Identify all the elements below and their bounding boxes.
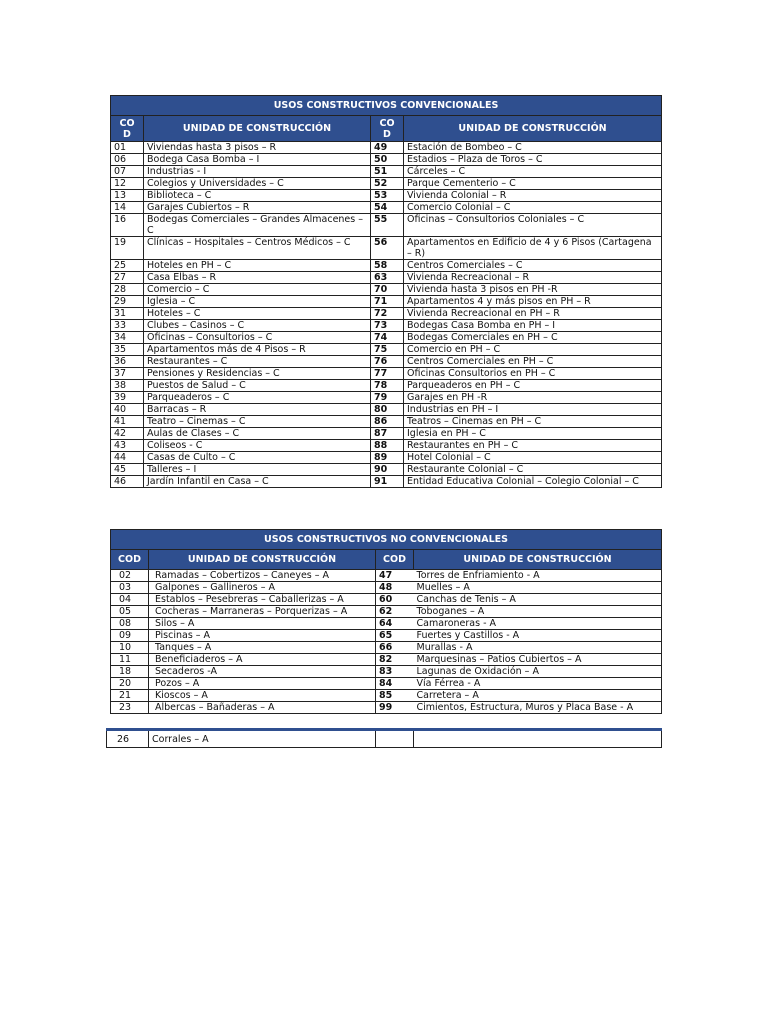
unit-cell: Canchas de Tenis – A	[414, 594, 662, 606]
code-cell: 83	[376, 666, 414, 678]
unit-cell: Apartamentos más de 4 Pisos – R	[144, 344, 371, 356]
unit-cell: Carretera – A	[414, 690, 662, 702]
table-row	[111, 666, 662, 678]
code-cell: 19	[111, 237, 144, 260]
code-cell: 78	[371, 380, 404, 392]
table-row	[107, 730, 662, 748]
unit-cell: Biblioteca – C	[144, 190, 371, 202]
code-cell: 12	[111, 178, 144, 190]
code-cell: 52	[371, 178, 404, 190]
table-row	[111, 308, 662, 320]
unit-cell: Estadios – Plaza de Toros – C	[404, 154, 662, 166]
table-row	[111, 678, 662, 690]
unit-cell: Clubes – Casinos – C	[144, 320, 371, 332]
unit-cell: Teatros – Cinemas en PH – C	[404, 416, 662, 428]
table-row	[111, 582, 662, 594]
unit-cell: Teatro – Cinemas – C	[144, 416, 371, 428]
table-row	[111, 380, 662, 392]
code-cell: 23	[111, 702, 149, 714]
code-cell: 26	[107, 730, 149, 748]
code-cell: 77	[371, 368, 404, 380]
unit-cell: Oficinas Consultorios en PH – C	[404, 368, 662, 380]
unit-cell: Colegios y Universidades – C	[144, 178, 371, 190]
col-header-cod: COD	[111, 550, 149, 570]
table-row	[111, 594, 662, 606]
unit-cell: Parqueaderos en PH – C	[404, 380, 662, 392]
table-row	[111, 618, 662, 630]
col-header-unidad: UNIDAD DE CONSTRUCCIÓN	[414, 550, 662, 570]
code-cell: 39	[111, 392, 144, 404]
table-row	[111, 392, 662, 404]
unit-cell: Tanques – A	[149, 642, 376, 654]
code-cell: 01	[111, 142, 144, 154]
code-cell: 76	[371, 356, 404, 368]
unit-cell: Centros Comerciales en PH – C	[404, 356, 662, 368]
table-row	[111, 332, 662, 344]
unit-cell: Talleres – I	[144, 464, 371, 476]
code-cell: 58	[371, 260, 404, 272]
table-row	[111, 404, 662, 416]
code-cell: 05	[111, 606, 149, 618]
table-row	[111, 368, 662, 380]
unit-cell: Casa Elbas – R	[144, 272, 371, 284]
unit-cell: Parque Cementerio – C	[404, 178, 662, 190]
col-header-cod: COD	[376, 550, 414, 570]
unit-cell	[414, 730, 662, 748]
code-cell: 44	[111, 452, 144, 464]
code-cell: 18	[111, 666, 149, 678]
code-cell: 35	[111, 344, 144, 356]
table-row	[111, 260, 662, 272]
code-cell: 03	[111, 582, 149, 594]
table-row	[111, 166, 662, 178]
table-row	[111, 190, 662, 202]
table-row	[111, 284, 662, 296]
code-cell: 72	[371, 308, 404, 320]
code-cell: 50	[371, 154, 404, 166]
unit-cell: Vivienda Colonial – R	[404, 190, 662, 202]
code-cell: 10	[111, 642, 149, 654]
code-cell: 11	[111, 654, 149, 666]
table-row	[111, 178, 662, 190]
unit-cell: Iglesia en PH – C	[404, 428, 662, 440]
unit-cell: Establos – Pesebreras – Caballerizas – A	[149, 594, 376, 606]
col-header-cod: CO D	[371, 116, 404, 142]
code-cell: 73	[371, 320, 404, 332]
code-cell: 13	[111, 190, 144, 202]
code-cell: 90	[371, 464, 404, 476]
unit-cell: Apartamentos 4 y más pisos en PH – R	[404, 296, 662, 308]
code-cell: 47	[376, 570, 414, 582]
continuation-table	[106, 728, 662, 748]
code-cell: 29	[111, 296, 144, 308]
unit-cell: Pensiones y Residencias – C	[144, 368, 371, 380]
code-cell: 66	[376, 642, 414, 654]
code-cell: 86	[371, 416, 404, 428]
unit-cell: Vivienda Recreacional en PH – R	[404, 308, 662, 320]
code-cell: 04	[111, 594, 149, 606]
table-row	[111, 476, 662, 488]
code-cell: 06	[111, 154, 144, 166]
table-row	[111, 428, 662, 440]
table-row	[111, 570, 662, 582]
table-row	[111, 702, 662, 714]
table-row	[111, 142, 662, 154]
unit-cell: Comercio en PH – C	[404, 344, 662, 356]
unit-cell: Coliseos - C	[144, 440, 371, 452]
code-cell: 07	[111, 166, 144, 178]
table-row	[111, 452, 662, 464]
unit-cell: Vivienda Recreacional – R	[404, 272, 662, 284]
unit-cell: Lagunas de Oxidación – A	[414, 666, 662, 678]
code-cell: 36	[111, 356, 144, 368]
code-cell: 63	[371, 272, 404, 284]
unit-cell: Vivienda hasta 3 pisos en PH -R	[404, 284, 662, 296]
col-header-unidad: UNIDAD DE CONSTRUCCIÓN	[404, 116, 662, 142]
code-cell: 65	[376, 630, 414, 642]
code-cell: 60	[376, 594, 414, 606]
unit-cell: Oficinas – Consultorios Coloniales – C	[404, 214, 662, 237]
table-row	[111, 440, 662, 452]
unit-cell: Garajes en PH -R	[404, 392, 662, 404]
unit-cell: Bodegas Casa Bomba en PH – I	[404, 320, 662, 332]
code-cell: 40	[111, 404, 144, 416]
code-cell: 64	[376, 618, 414, 630]
code-cell: 02	[111, 570, 149, 582]
code-cell: 51	[371, 166, 404, 178]
unit-cell: Cárceles – C	[404, 166, 662, 178]
table-row	[111, 320, 662, 332]
code-cell: 38	[111, 380, 144, 392]
code-cell: 37	[111, 368, 144, 380]
table-row	[111, 296, 662, 308]
unit-cell: Albercas – Bañaderas – A	[149, 702, 376, 714]
code-cell: 21	[111, 690, 149, 702]
code-cell: 70	[371, 284, 404, 296]
code-cell: 25	[111, 260, 144, 272]
code-cell: 34	[111, 332, 144, 344]
unit-cell: Iglesia – C	[144, 296, 371, 308]
table-body	[111, 142, 662, 488]
non-conventional-uses-table	[110, 529, 662, 714]
code-cell: 20	[111, 678, 149, 690]
unit-cell: Jardín Infantil en Casa – C	[144, 476, 371, 488]
unit-cell: Corrales – A	[149, 730, 376, 748]
unit-cell: Hoteles en PH – C	[144, 260, 371, 272]
unit-cell: Torres de Enfriamiento - A	[414, 570, 662, 582]
table-row	[111, 237, 662, 260]
code-cell: 85	[376, 690, 414, 702]
table-row	[111, 214, 662, 237]
code-cell: 43	[111, 440, 144, 452]
code-cell: 91	[371, 476, 404, 488]
unit-cell: Piscinas – A	[149, 630, 376, 642]
code-cell: 89	[371, 452, 404, 464]
table-row	[111, 606, 662, 618]
unit-cell: Centros Comerciales – C	[404, 260, 662, 272]
code-cell: 84	[376, 678, 414, 690]
conventional-uses-table	[110, 95, 662, 488]
unit-cell: Casas de Culto – C	[144, 452, 371, 464]
code-cell: 55	[371, 214, 404, 237]
unit-cell: Entidad Educativa Colonial – Colegio Colonial – C	[404, 476, 662, 488]
code-cell: 74	[371, 332, 404, 344]
unit-cell: Restaurantes en PH – C	[404, 440, 662, 452]
table-row	[111, 654, 662, 666]
unit-cell: Industrias en PH – I	[404, 404, 662, 416]
table-row	[111, 272, 662, 284]
table-row	[111, 344, 662, 356]
unit-cell: Cocheras – Marraneras – Porquerizas – A	[149, 606, 376, 618]
code-cell: 31	[111, 308, 144, 320]
table-body	[111, 570, 662, 714]
unit-cell: Bodegas Comerciales – Grandes Almacenes – C	[144, 214, 371, 237]
unit-cell: Fuertes y Castillos - A	[414, 630, 662, 642]
table-row	[111, 464, 662, 476]
table-row	[111, 690, 662, 702]
unit-cell: Toboganes – A	[414, 606, 662, 618]
unit-cell: Cimientos, Estructura, Muros y Placa Base - A	[414, 702, 662, 714]
unit-cell: Restaurante Colonial – C	[404, 464, 662, 476]
code-cell: 42	[111, 428, 144, 440]
code-cell: 62	[376, 606, 414, 618]
unit-cell: Restaurantes – C	[144, 356, 371, 368]
code-cell: 56	[371, 237, 404, 260]
code-cell: 14	[111, 202, 144, 214]
unit-cell: Hotel Colonial – C	[404, 452, 662, 464]
code-cell: 33	[111, 320, 144, 332]
code-cell: 99	[376, 702, 414, 714]
unit-cell: Bodegas Comerciales en PH – C	[404, 332, 662, 344]
unit-cell: Marquesinas – Patios Cubiertos – A	[414, 654, 662, 666]
col-header-unidad: UNIDAD DE CONSTRUCCIÓN	[149, 550, 376, 570]
col-header-cod: CO D	[111, 116, 144, 142]
unit-cell: Garajes Cubiertos – R	[144, 202, 371, 214]
unit-cell: Ramadas – Cobertizos – Caneyes – A	[149, 570, 376, 582]
code-cell: 79	[371, 392, 404, 404]
code-cell	[376, 730, 414, 748]
unit-cell: Comercio Colonial – C	[404, 202, 662, 214]
code-cell: 88	[371, 440, 404, 452]
code-cell: 46	[111, 476, 144, 488]
unit-cell: Kioscos – A	[149, 690, 376, 702]
code-cell: 48	[376, 582, 414, 594]
table-row	[111, 356, 662, 368]
unit-cell: Estación de Bombeo – C	[404, 142, 662, 154]
unit-cell: Galpones – Gallineros – A	[149, 582, 376, 594]
unit-cell: Aulas de Clases – C	[144, 428, 371, 440]
unit-cell: Silos – A	[149, 618, 376, 630]
code-cell: 87	[371, 428, 404, 440]
code-cell: 09	[111, 630, 149, 642]
unit-cell: Murallas - A	[414, 642, 662, 654]
table-title: USOS CONSTRUCTIVOS NO CONVENCIONALES	[111, 530, 662, 550]
table-row	[111, 154, 662, 166]
code-cell: 27	[111, 272, 144, 284]
unit-cell: Comercio – C	[144, 284, 371, 296]
unit-cell: Puestos de Salud – C	[144, 380, 371, 392]
unit-cell: Vía Férrea - A	[414, 678, 662, 690]
code-cell: 82	[376, 654, 414, 666]
table-title: USOS CONSTRUCTIVOS CONVENCIONALES	[111, 96, 662, 116]
unit-cell: Muelles – A	[414, 582, 662, 594]
unit-cell: Pozos – A	[149, 678, 376, 690]
unit-cell: Viviendas hasta 3 pisos – R	[144, 142, 371, 154]
code-cell: 75	[371, 344, 404, 356]
code-cell: 28	[111, 284, 144, 296]
code-cell: 53	[371, 190, 404, 202]
unit-cell: Hoteles – C	[144, 308, 371, 320]
code-cell: 08	[111, 618, 149, 630]
code-cell: 80	[371, 404, 404, 416]
table-body	[107, 730, 662, 748]
unit-cell: Oficinas – Consultorios – C	[144, 332, 371, 344]
code-cell: 45	[111, 464, 144, 476]
table-row	[111, 416, 662, 428]
code-cell: 49	[371, 142, 404, 154]
unit-cell: Parqueaderos – C	[144, 392, 371, 404]
unit-cell: Camaroneras - A	[414, 618, 662, 630]
col-header-unidad: UNIDAD DE CONSTRUCCIÓN	[144, 116, 371, 142]
table-row	[111, 202, 662, 214]
unit-cell: Beneficiaderos – A	[149, 654, 376, 666]
table-row	[111, 630, 662, 642]
unit-cell: Secaderos -A	[149, 666, 376, 678]
code-cell: 16	[111, 214, 144, 237]
code-cell: 41	[111, 416, 144, 428]
unit-cell: Bodega Casa Bomba – I	[144, 154, 371, 166]
unit-cell: Industrias - I	[144, 166, 371, 178]
code-cell: 71	[371, 296, 404, 308]
unit-cell: Clínicas – Hospitales – Centros Médicos – C	[144, 237, 371, 260]
unit-cell: Barracas – R	[144, 404, 371, 416]
table-row	[111, 642, 662, 654]
unit-cell: Apartamentos en Edificio de 4 y 6 Pisos (Cartagena – R)	[404, 237, 662, 260]
code-cell: 54	[371, 202, 404, 214]
